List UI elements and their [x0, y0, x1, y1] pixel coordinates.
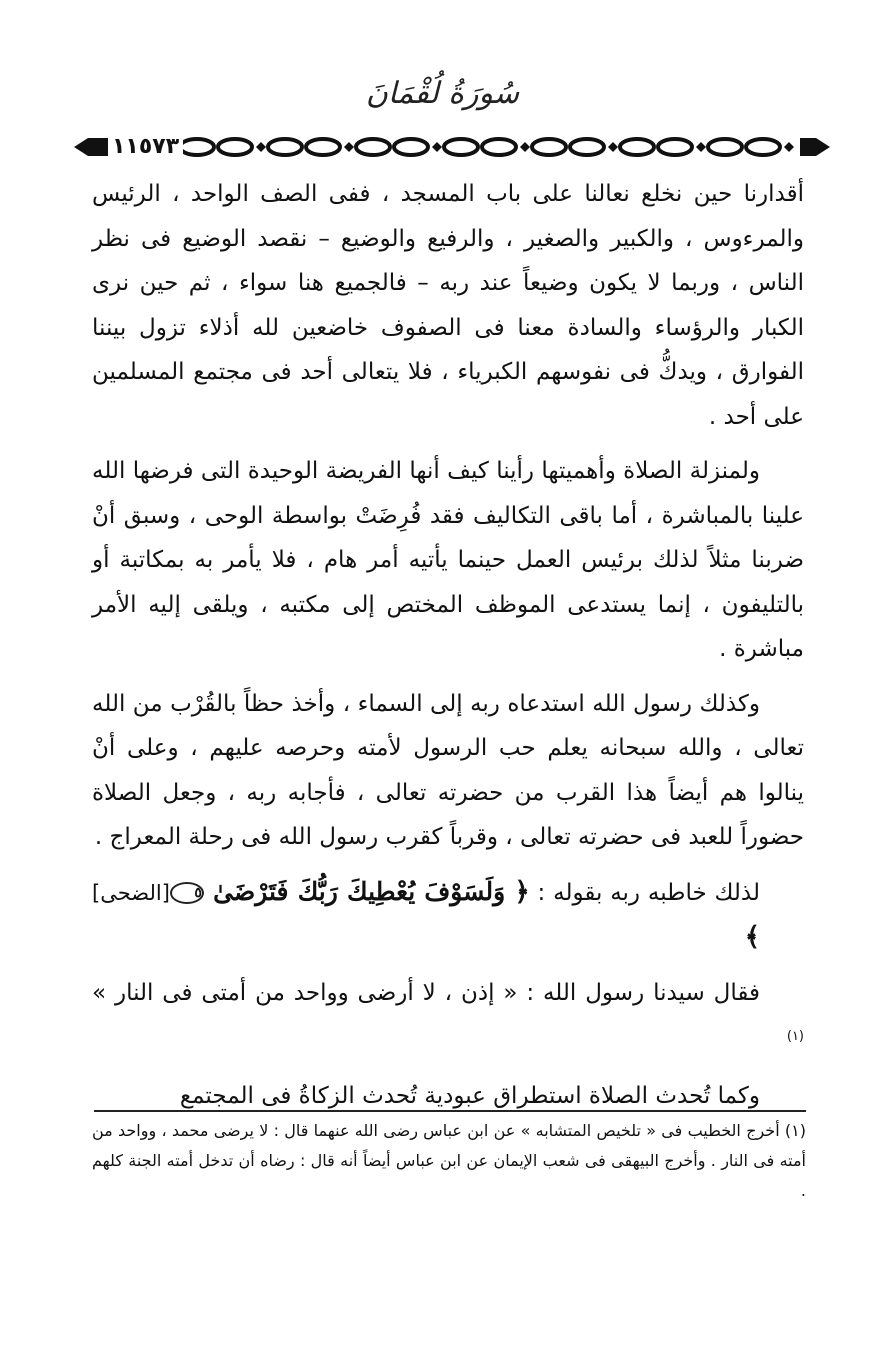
main-text — [92, 172, 804, 1119]
ornament-diamond — [608, 142, 618, 152]
footnote — [92, 1116, 806, 1206]
verse-close-bracket: ﴾ — [744, 922, 760, 952]
ornament-cap-right — [800, 138, 830, 156]
hadith-text: فقال سيدنا رسول الله : « إذن ، لا أرضى وواحد من أمتى فى النار » — [92, 979, 760, 1006]
verse-open-bracket: ﴿ — [514, 876, 530, 907]
ornament-diamond — [696, 142, 706, 152]
paragraph-1: أقدارنا حين نخلع نعالنا على باب المسجد ، ففى الصف الواحد ، الرئيس والمرءوس ، والكبير والصغير ، والرفيع والوضيع – نقصد الوضيع فى نظر الناس ، وربما لا يكون وضيعاً عند ربه – فالجميع هنا سواء ، ثم حين نرى الكبار والرؤساء والسادة معنا فى الصفوف خاضعين لله أذلاء تزول بيننا الفوارق ، ويدكُّ فى نفوسهم الكبرياء ، فلا يتعالى أحد فى مجتمع المسلمين على أحد . — [92, 181, 804, 430]
page-number: ١١٥٧٣ — [108, 134, 183, 160]
ornament-link — [356, 139, 390, 155]
ornament-cap-left — [74, 138, 112, 156]
paragraph-3: وكذلك رسول الله استدعاه ربه إلى السماء ، وأخذ حظاً بالقُرْب من الله تعالى ، والله سبحانه يعلم حب الرسول لأمته وحرصه عليهم ، وعلى أنْ ينالوا هم أيضاً هذا القرب من حضرته تعالى ، فأجابه ربه ، وجعل الصلاة حضوراً للعبد فى حضرته تعالى ، وقرباً كقرب رسول الله فى رحلة المعراج . — [92, 690, 804, 850]
surah-title: سُورَةُ لُقْمَانَ — [365, 76, 520, 111]
verse-text: وَلَسَوْفَ يُعْطِيكَ رَبُّكَ فَتَرْضَىٰ — [213, 876, 506, 906]
ornament-link — [444, 139, 478, 155]
ornament-divider — [72, 130, 832, 164]
paragraph-2: ولمنزلة الصلاة وأهميتها رأينا كيف أنها الفريضة الوحيدة التى فرضها الله علينا بالمباشرة ، أما باقى التكاليف فقد فُرِضَتْ بواسطة الوحى ، وسبق أنْ ضربنا مثلاً لذلك برئيس العمل حينما يأتيه أمر هام ، فلا يأمر به بمكاتبة أو بالتليفون ، إنما يستدعى الموظف المختص إلى مكتبه ، ويلقى إليه الأمر مباشرة . — [92, 458, 804, 662]
ornament-link — [708, 139, 742, 155]
ornament-link — [218, 139, 252, 155]
ornament-link — [394, 139, 428, 155]
footnote-divider — [94, 1110, 806, 1112]
ornament-link — [570, 139, 604, 155]
footnote-marker: (١) — [786, 1029, 804, 1044]
ornament-diamond — [344, 142, 354, 152]
quote-lead-text: لذلك خاطبه ربه بقوله : — [537, 879, 760, 906]
quote-lead — [170, 870, 804, 961]
ornament-diamond — [256, 142, 266, 152]
ornament-link — [306, 139, 340, 155]
ornament-link — [180, 139, 214, 155]
ornament-link — [620, 139, 654, 155]
quran-quote-line — [92, 870, 804, 961]
ornament-link — [482, 139, 516, 155]
footnote-text: (١) أخرج الخطيب فى « تلخيص المتشابه » عن ابن عباس رضى الله عنهما قال : لا يرضى محمد ، وواحد من أمته فى النار . وأخرج البيهقى فى شعب الإيمان عن ابن عباس أيضاً أنه قال : رضاه أن تدخل أمته الجنة كلهم . — [92, 1121, 806, 1200]
last-line: وكما تُحدث الصلاة استطراق عبودية تُحدث الزكاةُ فى المجتمع — [179, 1083, 760, 1110]
surah-reference: [الضحى] — [92, 880, 170, 905]
ornament-diamond — [784, 142, 794, 152]
hadith-paragraph — [92, 971, 804, 1065]
ornament-link — [532, 139, 566, 155]
ornament-link — [658, 139, 692, 155]
verse-number: ٥ — [170, 882, 204, 904]
ornament-link — [746, 139, 780, 155]
ornament-diamond — [432, 142, 442, 152]
ornament-link — [268, 139, 302, 155]
ornament-diamond — [520, 142, 530, 152]
